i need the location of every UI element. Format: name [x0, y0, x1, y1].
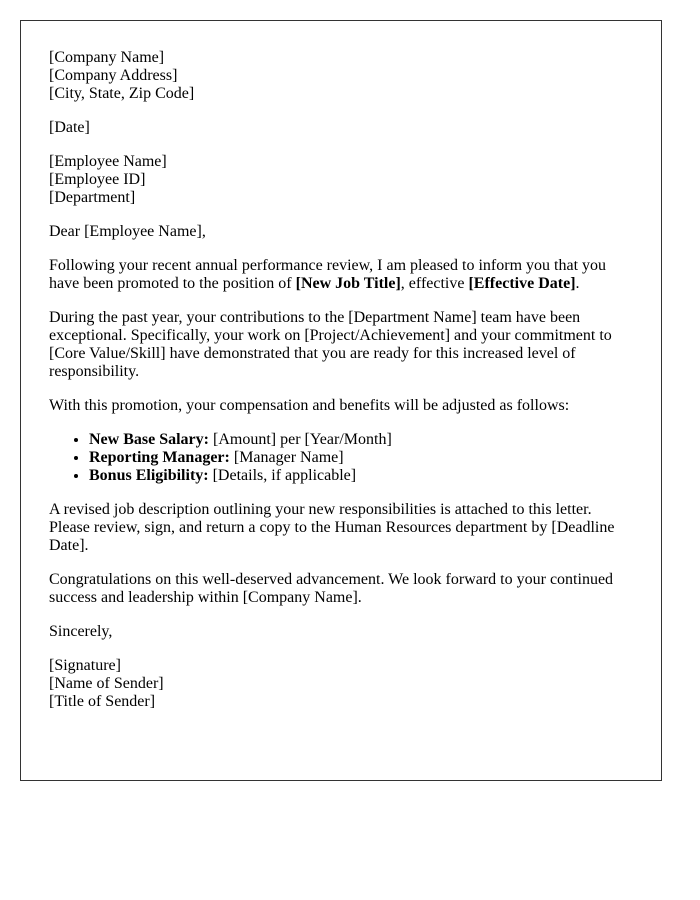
list-item	[89, 449, 633, 467]
item-label: Bonus Eligibility:	[89, 467, 209, 484]
signature-block	[49, 657, 633, 711]
effective-date: [Effective Date]	[468, 275, 576, 292]
company-city: [City, State, Zip Code]	[49, 85, 195, 102]
company-address: [Company Address]	[49, 67, 178, 84]
text: Following your recent annual performance review, I am pleased to inform you that you have been promoted to the position of	[49, 257, 607, 292]
item-label: New Base Salary:	[89, 431, 209, 448]
compensation-list	[49, 431, 633, 485]
salutation: Dear [Employee Name],	[49, 223, 206, 240]
list-item	[89, 467, 633, 485]
list-item	[89, 431, 633, 449]
promotion-letter	[20, 20, 662, 781]
employee-id: [Employee ID]	[49, 171, 146, 188]
letter-date: [Date]	[49, 119, 90, 136]
item-value: [Manager Name]	[229, 449, 344, 466]
item-value: [Details, if applicable]	[208, 467, 357, 484]
employee-name: [Employee Name]	[49, 153, 167, 170]
text: , effective	[400, 275, 469, 292]
company-name: [Company Name]	[49, 49, 165, 66]
employee-department: [Department]	[49, 189, 136, 206]
signature: [Signature]	[49, 657, 121, 674]
employee-block	[49, 153, 633, 207]
item-label: Reporting Manager:	[89, 449, 230, 466]
job-description-paragraph: A revised job description outlining your new responsibilities is attached to this letter. Please review, sign, and return a copy to the Human Resources department by [Deadline Date].	[49, 501, 615, 554]
item-value: [Amount] per [Year/Month]	[208, 431, 392, 448]
promotion-paragraph	[49, 257, 633, 293]
closing: Sincerely,	[49, 623, 113, 640]
contributions-paragraph: During the past year, your contributions to the [Department Name] team have been exceptional. Specifically, your work on [Project/Achievement] and your commitment to [Core Value/Skill] have demonstrated that you are ready for this increased level of responsibility.	[49, 309, 612, 380]
compensation-intro: With this promotion, your compensation and benefits will be adjusted as follows:	[49, 397, 570, 414]
new-job-title: [New Job Title]	[295, 275, 401, 292]
sender-name: [Name of Sender]	[49, 675, 164, 692]
text: .	[575, 275, 580, 292]
company-address-block	[49, 49, 633, 103]
congratulations-paragraph: Congratulations on this well-deserved advancement. We look forward to your continued success and leadership within [Company Name].	[49, 571, 614, 606]
sender-title: [Title of Sender]	[49, 693, 156, 710]
